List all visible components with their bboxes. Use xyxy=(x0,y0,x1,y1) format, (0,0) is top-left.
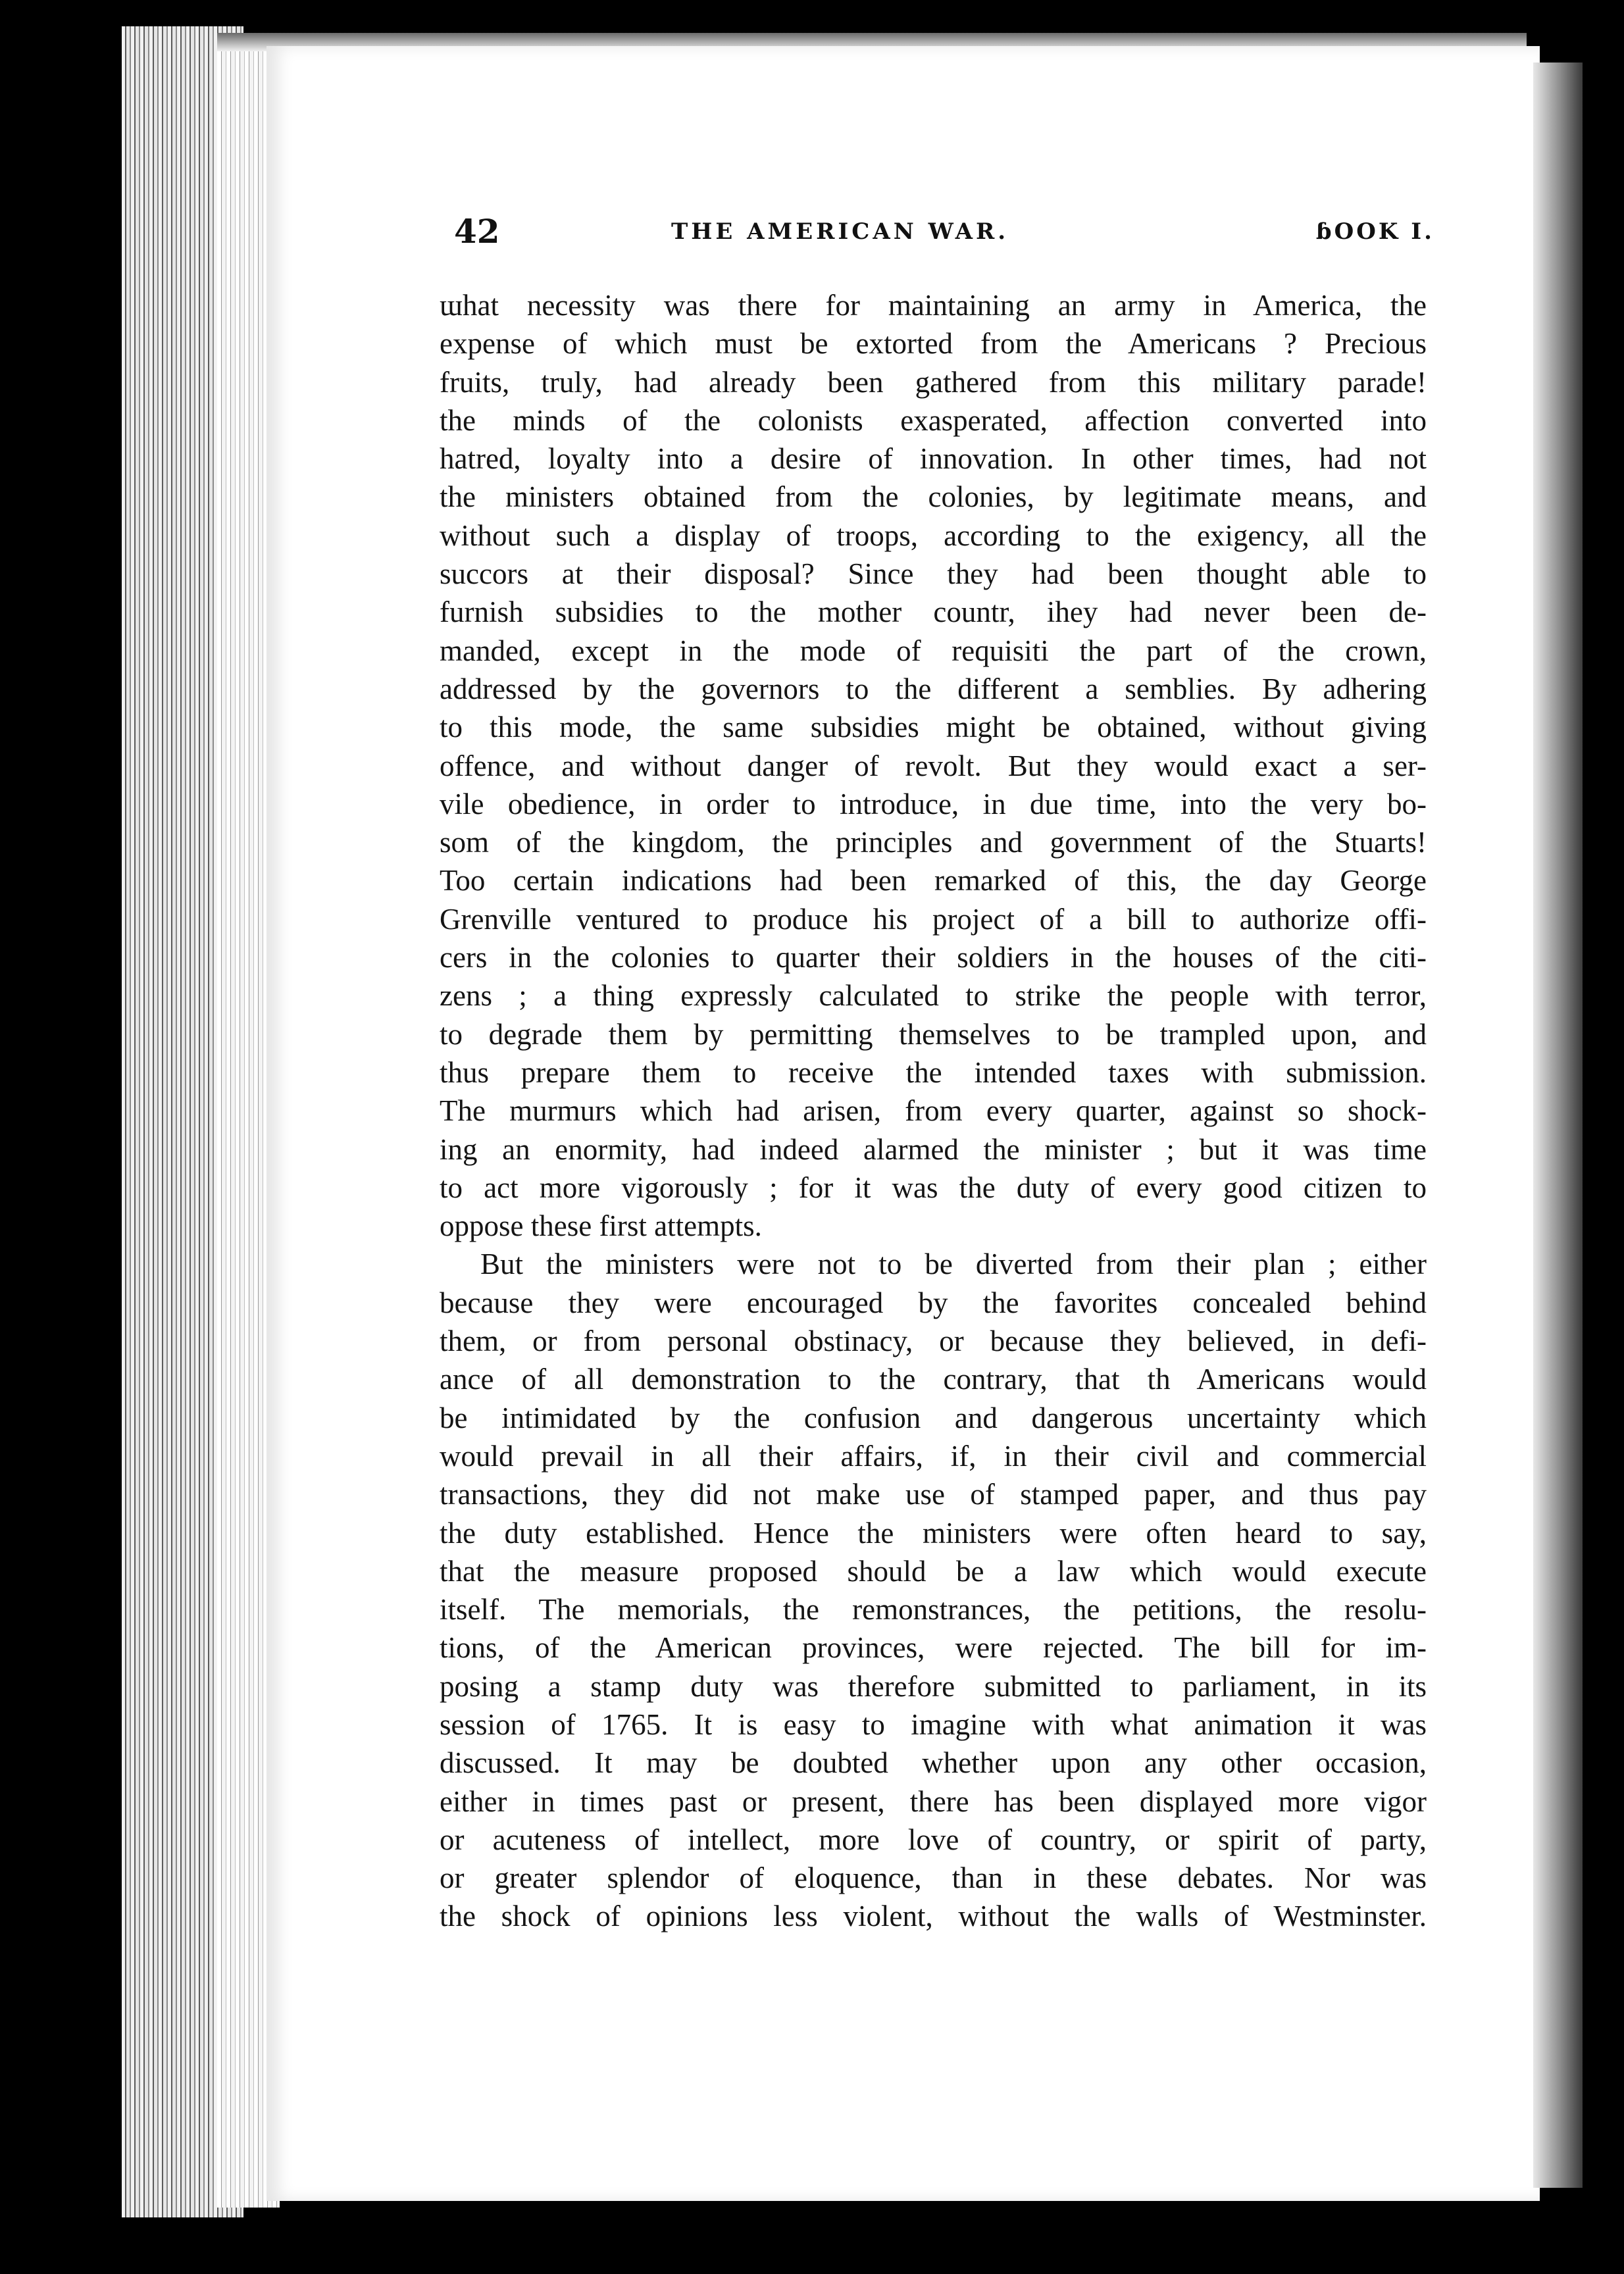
text-line: fruits, truly, had already been gathered from this military parade! xyxy=(440,365,1427,399)
text-line: or acuteness of intellect, more love of country, or spirit of party, xyxy=(440,1823,1427,1856)
text-line: addressed by the governors to the different a semblies. By adhering xyxy=(440,672,1427,705)
text-line: transactions, they did not make use of stamped paper, and thus pay xyxy=(440,1478,1427,1511)
text-line: because they were encouraged by the favorites concealed behind xyxy=(440,1286,1427,1319)
text-line: tions, of the American provinces, were rejected. The bill for im- xyxy=(440,1631,1427,1665)
text-line: the ministers obtained from the colonies, by legitimate means, and xyxy=(440,480,1427,514)
text-line: them, or from personal obstinacy, or because they believed, in defi- xyxy=(440,1325,1427,1358)
text-line: discussed. It may be doubted whether upon any other occasion, xyxy=(440,1746,1427,1780)
text-line: oppose these first attempts. xyxy=(440,1209,762,1243)
text-line: som of the kingdom, the principles and government of the Stuarts! xyxy=(440,826,1427,859)
text-line: Grenville ventured to produce his project of a bill to authorize offi- xyxy=(440,902,1427,936)
text-line: would prevail in all their affairs, if, in their civil and commercial xyxy=(440,1439,1427,1473)
text-line: manded, except in the mode of requisiti the part of the crown, xyxy=(440,634,1427,667)
text-line: ing an enormity, had indeed alarmed the minister ; but it was time xyxy=(440,1132,1427,1166)
text-line: the duty established. Hence the ministers were often heard to say, xyxy=(440,1516,1427,1550)
text-line: the shock of opinions less violent, without the walls of Westminster. xyxy=(440,1900,1427,1933)
text-line: expense of which must be extorted from the Americans ? Precious xyxy=(440,327,1427,361)
text-line: to degrade them by permitting themselves to be trampled upon, and xyxy=(440,1017,1427,1051)
text-line: be intimidated by the confusion and dangerous uncertainty which xyxy=(440,1401,1427,1434)
text-line: thus prepare them to receive the intended taxes with submission. xyxy=(440,1055,1427,1089)
text-line: furnish subsidies to the mother countr, ihey had never been de- xyxy=(440,595,1427,629)
text-line: itself. The memorials, the remonstrances, the petitions, the resolu- xyxy=(440,1593,1427,1627)
text-line: or greater splendor of eloquence, than in these debates. Nor was xyxy=(440,1861,1427,1895)
text-line: to this mode, the same subsidies might be obtained, without giving xyxy=(440,711,1427,744)
text-line: ɯhat necessity was there for maintaining an army in America, the xyxy=(440,289,1427,322)
text-line: the minds of the colonists exasperated, affection converted into xyxy=(440,403,1427,437)
paragraph-2 xyxy=(440,1245,1427,1935)
text-line: that the measure proposed should be a law which would execute xyxy=(440,1554,1427,1588)
text-line: succors at their disposal? Since they had been thought able to xyxy=(440,557,1427,591)
text-line: either in times past or present, there has been displayed more vigor xyxy=(440,1784,1427,1818)
text-line: without such a display of troops, according to the exigency, all the xyxy=(440,518,1427,552)
text-line: The murmurs which had arisen, from every quarter, against so shock- xyxy=(440,1094,1427,1128)
text-line: But the ministers were not to be diverted from their plan ; either xyxy=(480,1248,1427,1281)
running-title: THE AMERICAN WAR. xyxy=(671,218,1009,245)
text-line: to act more vigorously ; for it was the duty of every good citizen to xyxy=(440,1171,1427,1204)
text-line: vile obedience, in order to introduce, in due time, into the very bo- xyxy=(440,787,1427,821)
paragraph-1 xyxy=(440,286,1427,1245)
text-line: cers in the colonies to quarter their soldiers in the houses of the citi- xyxy=(440,941,1427,974)
text-line: zens ; a thing expressly calculated to strike the people with terror, xyxy=(440,979,1427,1013)
book-label: ɓOOK I. xyxy=(1315,218,1434,245)
body-text xyxy=(440,286,1427,1936)
running-head xyxy=(454,212,1434,258)
text-line: Too certain indications had been remarked of this, the day George xyxy=(440,864,1427,897)
text-line: posing a stamp duty was therefore submitted to parliament, in its xyxy=(440,1669,1427,1703)
page-number: 42 xyxy=(454,212,500,251)
text-line: session of 1765. It is easy to imagine with what animation it was xyxy=(440,1707,1427,1741)
page-right-edge-shadow xyxy=(1533,63,1583,2188)
text-line: offence, and without danger of revolt. But they would exact a ser- xyxy=(440,749,1427,782)
text-line: hatred, loyalty into a desire of innovation. In other times, had not xyxy=(440,442,1427,476)
text-line: ance of all demonstration to the contrary, that th Americans would xyxy=(440,1363,1427,1396)
